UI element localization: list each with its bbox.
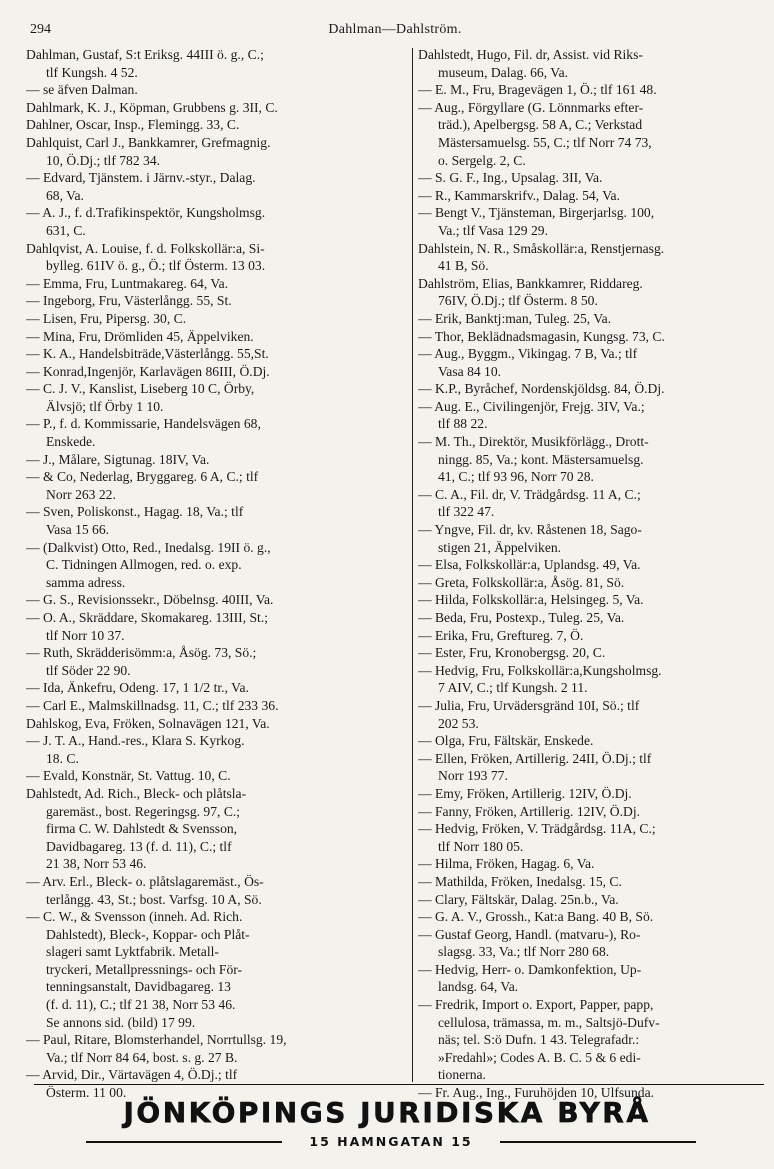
entry-line: 7 AIV, C.; tlf Kungsh. 2 11. (438, 680, 588, 696)
entry-line: — Lisen, Fru, Pipersg. 30, C. (26, 310, 187, 326)
entry-line: tlf Norr 10 37. (46, 627, 125, 643)
entry-line: Österm. 11 00. (46, 1085, 127, 1101)
entry-line: tenningsanstalt, Davidbagareg. 13 (46, 979, 231, 995)
column-divider (412, 48, 413, 1082)
entry-line: 10, Ö.Dj.; tlf 782 34. (46, 152, 161, 168)
entry-line: 202 53. (438, 715, 479, 731)
entry-line: Dahlqvist, A. Louise, f. d. Folkskollär:a, Si- (26, 240, 265, 256)
entry-line: — Olga, Fru, Fältskär, Enskede. (418, 733, 594, 749)
entry-line: firma C. W. Dahlstedt & Svensson, (46, 821, 238, 837)
entry-line: Dahlskog, Eva, Fröken, Solnavägen 121, Va. (26, 715, 270, 731)
entry-line: Dahlmark, K. J., Köpman, Grubbens g. 3II, C. (26, 99, 278, 115)
entry-line: terlångg. 43, St.; bost. Varfsg. 10 A, Sö. (46, 891, 262, 907)
entry-line: tlf Norr 180 05. (438, 838, 524, 854)
entry-line: — Hedvig, Herr- o. Damkonfektion, Up- (418, 961, 642, 977)
entry-line: tlf 88 22. (438, 416, 488, 432)
entry-line: 18. C. (46, 750, 79, 766)
entry-line: Dahlström, Elias, Bankkamrer, Riddareg. (418, 275, 643, 291)
entry-line: — Evald, Konstnär, St. Vattug. 10, C. (26, 768, 231, 784)
entry-line: — se äfven Dalman. (26, 82, 138, 98)
entry-line: — (Dalkvist) Otto, Red., Inedalsg. 19II ö. g., (26, 539, 271, 555)
entry-line: 41 B, Sö. (438, 258, 489, 274)
entry-line: — Ester, Fru, Kronobergsg. 20, C. (418, 645, 606, 661)
entry-line: — R., Kammarskrifv., Dalag. 54, Va. (418, 187, 620, 203)
entry-line: landsg. 64, Va. (438, 979, 519, 995)
banner-company-name: JÖNKÖPINGS JURIDISKA BYRÅ (123, 1096, 651, 1129)
entry-line: — C. W., & Svensson (inneh. Ad. Rich. (26, 909, 243, 925)
entry-line: — Ruth, Skrädderisömm:a, Åsög. 73, Sö.; (26, 645, 257, 661)
entry-line: Dahlstein, N. R., Småskollär:a, Renstjernasg. (418, 240, 665, 256)
banner-rule-right (500, 1141, 696, 1143)
entry-line: museum, Dalag. 66, Va. (438, 64, 569, 80)
advertisement-banner (0, 1084, 774, 1154)
entry-line: — Clary, Fältskär, Dalag. 25n.b., Va. (418, 891, 619, 907)
entry-line: Älvsjö; tlf Örby 1 10. (46, 398, 164, 414)
entry-line: — Bengt V., Tjänsteman, Birgerjarlsg. 100, (418, 205, 655, 221)
entry-line: Norr 263 22. (46, 486, 116, 502)
entry-line: — Konrad,Ingenjör, Karlavägen 86III, Ö.Dj. (26, 363, 270, 379)
entry-line: — Gustaf Georg, Handl. (matvaru-), Ro- (418, 926, 641, 942)
banner-address: 15 HAMNGATAN 15 (309, 1134, 473, 1149)
entry-line: slagsg. 33, Va.; tlf Norr 280 68. (438, 944, 610, 960)
entry-line: — G. A. V., Grossh., Kat:a Bang. 40 B, Sö. (418, 909, 654, 925)
entry-line: — Mina, Fru, Drömliden 45, Äppelviken. (26, 328, 254, 344)
entry-line: — Aug., Byggm., Vikingag. 7 B, Va.; tlf (418, 346, 638, 362)
entry-line: Dahlman, Gustaf, S:t Eriksg. 44III ö. g., C.; (26, 47, 264, 62)
entry-line: — Arvid, Dir., Värtavägen 4, Ö.Dj.; tlf (26, 1067, 238, 1083)
entry-line: — Ingeborg, Fru, Västerlångg. 55, St. (26, 293, 232, 309)
entry-line: — Erik, Banktj:man, Tuleg. 25, Va. (418, 310, 612, 326)
banner-address-row (86, 1134, 696, 1150)
entry-line: 68, Va. (46, 187, 84, 203)
entry-line: 21 38, Norr 53 46. (46, 856, 147, 872)
entry-line: — C. A., Fil. dr, V. Trädgårdsg. 11 A, C.; (418, 486, 641, 502)
entry-line: näs; tel. S:ö Dufn. 1 43. Telegrafadr.: (438, 1032, 640, 1048)
entry-line: — Aug., Förgyllare (G. Lönnmarks efter- (418, 99, 644, 115)
entry-line: cellulosa, trämassa, m. m., Saltsjö-Dufv- (438, 1014, 660, 1030)
entry-line: Dahlquist, Carl J., Bankkamrer, Grefmagnig. (26, 134, 271, 150)
entry-line: tionerna. (438, 1067, 486, 1083)
page-number: 294 (30, 22, 51, 37)
entry-line: 76IV, Ö.Dj.; tlf Österm. 8 50. (438, 293, 598, 309)
entry-line: — Fr. Aug., Ing., Furuhöjden 10, Ulfsunda. (418, 1085, 654, 1101)
entry-line: — Elsa, Folkskollär:a, Uplandsg. 49, Va. (418, 557, 641, 573)
entry-line: Mästersamuelsg. 55, C.; tlf Norr 74 73, (438, 134, 652, 150)
entry-line: — Fanny, Fröken, Artillerig. 12IV, Ö.Dj. (418, 803, 641, 819)
entry-line: Vasa 15 66. (46, 522, 110, 538)
entry-line: — Carl E., Malmskillnadsg. 11, C.; tlf 233 36. (26, 697, 279, 713)
entry-line: tryckeri, Metallpressnings- och För- (46, 961, 243, 977)
entry-line: — Yngve, Fil. dr, kv. Råstenen 18, Sago- (418, 522, 642, 538)
entry-line: (f. d. 11), C.; tlf 21 38, Norr 53 46. (46, 997, 236, 1013)
entry-line: — Erika, Fru, Greftureg. 7, Ö. (418, 627, 584, 643)
right-column (418, 46, 764, 1102)
entry-line: — P., f. d. Kommissarie, Handelsvägen 68, (26, 416, 261, 432)
entry-line: — K. A., Handelsbiträde,Västerlångg. 55,St. (26, 346, 269, 362)
entry-line: — A. J., f. d.Trafikinspektör, Kungsholmsg. (26, 205, 266, 221)
page-title: Dahlman—Dahlström. (328, 22, 462, 37)
entry-line: — J., Målare, Sigtunag. 18IV, Va. (26, 451, 210, 467)
entry-line: Vasa 84 10. (438, 363, 502, 379)
entry-line: o. Sergelg. 2, C. (438, 152, 526, 168)
banner-rule-left (86, 1141, 282, 1143)
entry-line: — Arv. Erl., Bleck- o. plåtslagaremäst., Ös- (26, 873, 264, 889)
entry-line: — Beda, Fru, Postexp., Tuleg. 25, Va. (418, 610, 625, 625)
entry-line: bylleg. 61IV ö. g., Ö.; tlf Österm. 13 03. (46, 258, 266, 274)
left-column (26, 46, 410, 1102)
entry-line: C. Tidningen Allmogen, red. o. exp. (46, 557, 242, 573)
entry-line: Va.; tlf Norr 84 64, bost. s. g. 27 B. (46, 1049, 238, 1065)
entry-line: — Aug. E., Civilingenjör, Frejg. 3IV, Va.; (418, 398, 645, 414)
entry-line: — Edvard, Tjänstem. i Järnv.-styr., Dalag. (26, 170, 256, 186)
entry-line: stigen 21, Äppelviken. (438, 539, 562, 555)
entry-line: Dahlner, Oscar, Insp., Flemingg. 33, C. (26, 117, 240, 133)
entry-line: ningg. 85, Va.; kont. Mästersamuelsg. (438, 451, 644, 467)
entry-line: — Fredrik, Import o. Export, Papper, papp, (418, 997, 654, 1013)
entry-line: — Mathilda, Fröken, Inedalsg. 15, C. (418, 873, 622, 889)
entry-line: — Hedvig, Fröken, V. Trädgårdsg. 11A, C.; (418, 821, 656, 837)
entry-line: — G. S., Revisionssekr., Döbelnsg. 40III, Va. (26, 592, 274, 608)
entry-line: — Paul, Ritare, Blomsterhandel, Norrtullsg. 19, (26, 1032, 287, 1048)
entry-line: — J. T. A., Hand.-res., Klara S. Kyrkog. (26, 733, 245, 749)
entry-line: — O. A., Skräddare, Skomakareg. 13III, St.; (26, 610, 268, 625)
page-header (30, 22, 760, 42)
entry-line: 41, C.; tlf 93 96, Norr 70 28. (438, 469, 594, 485)
entry-line: Va.; tlf Vasa 129 29. (438, 222, 548, 238)
entry-line: 631, C. (46, 222, 86, 238)
entry-line: Dahlstedt), Bleck-, Koppar- och Plåt- (46, 926, 250, 942)
banner-top-rule (34, 1084, 764, 1085)
entry-line: — Ida, Änkefru, Odeng. 17, 1 1/2 tr., Va. (26, 680, 249, 696)
entry-line: Davidbagareg. 13 (f. d. 11), C.; tlf (46, 838, 232, 854)
entry-line: — Greta, Folkskollär:a, Åsög. 81, Sö. (418, 574, 625, 590)
entry-line: »Fredahl»; Codes A. B. C. 5 & 6 edi- (438, 1049, 641, 1065)
entry-line: — & Co, Nederlag, Bryggareg. 6 A, C.; tlf (26, 469, 259, 485)
entry-line: — K.P., Byråchef, Nordenskjöldsg. 84, Ö.Dj. (418, 381, 665, 397)
entry-line: — Ellen, Fröken, Artillerig. 24II, Ö.Dj.; tlf (418, 750, 652, 766)
entry-line: — Emy, Fröken, Artillerig. 12IV, Ö.Dj. (418, 785, 632, 801)
entry-line: träd.), Apelbergsg. 58 A, C.; Verkstad (438, 117, 643, 133)
entry-line: — Hilma, Fröken, Hagag. 6, Va. (418, 856, 595, 872)
entry-line: tlf Kungsh. 4 52. (46, 64, 138, 80)
entry-line: — M. Th., Direktör, Musikförlägg., Drott- (418, 434, 649, 450)
entry-line: garemäst., bost. Regeringsg. 97, C.; (46, 803, 241, 819)
entry-line: — E. M., Fru, Bragevägen 1, Ö.; tlf 161 48. (418, 82, 657, 98)
entry-line: tlf 322 47. (438, 504, 495, 520)
entry-line: samma adress. (46, 574, 126, 590)
entry-line: Norr 193 77. (438, 768, 508, 784)
entry-line: — Hedvig, Fru, Folkskollär:a,Kungsholmsg. (418, 662, 662, 678)
entry-line: Enskede. (46, 434, 96, 450)
entry-line: tlf Söder 22 90. (46, 662, 131, 678)
entry-line: — Sven, Poliskonst., Hagag. 18, Va.; tlf (26, 504, 244, 520)
entry-line: Se annons sid. (bild) 17 99. (46, 1014, 196, 1030)
entry-line: — Thor, Beklädnadsmagasin, Kungsg. 73, C. (418, 328, 665, 344)
entry-line: slageri samt Lyktfabrik. Metall- (46, 944, 219, 960)
entry-line: — Hilda, Folkskollär:a, Helsingeg. 5, Va. (418, 592, 644, 608)
entry-line: Dahlstedt, Ad. Rich., Bleck- och plåtsla- (26, 785, 247, 801)
entry-line: — C. J. V., Kanslist, Liseberg 10 C, Örby, (26, 381, 255, 397)
entry-line: — Emma, Fru, Luntmakareg. 64, Va. (26, 275, 229, 291)
entry-line: — S. G. F., Ing., Upsalag. 3II, Va. (418, 170, 603, 186)
entry-line: — Julia, Fru, Urvädersgränd 10I, Sö.; tlf (418, 697, 640, 713)
entry-line: Dahlstedt, Hugo, Fil. dr, Assist. vid Riks- (418, 47, 643, 62)
